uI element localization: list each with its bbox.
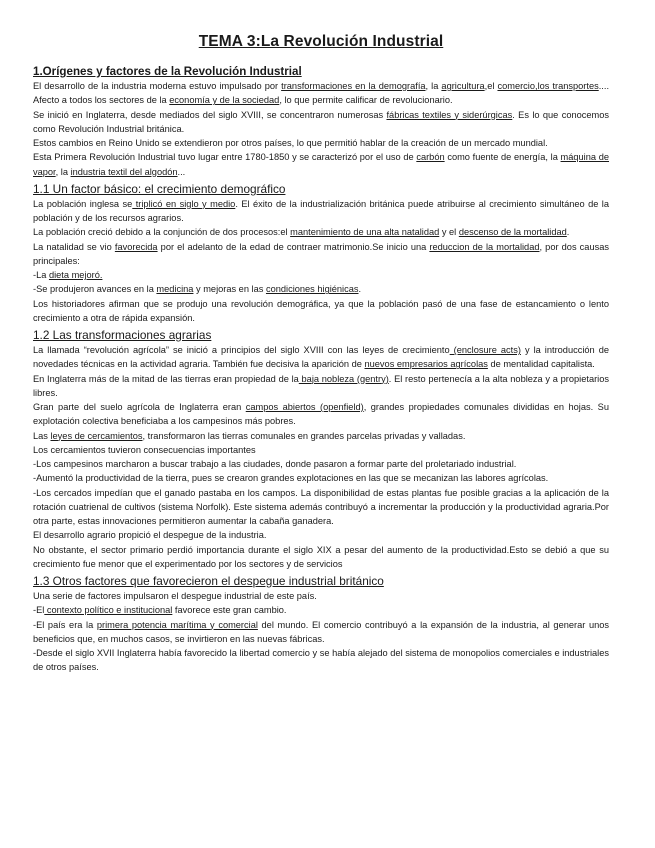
text-run: y mejoras en las [193,284,266,295]
paragraph [33,108,609,137]
paragraph [33,240,609,269]
underlined-text: comercio,los transportes [497,81,599,91]
underlined-text: primera potencia marítima y comercial [96,619,258,630]
underlined-text: medicina [156,284,194,295]
text-run: La población inglesa se [33,198,133,209]
text-run: y el [439,227,459,238]
underlined-text: reduccion de la mortalidad [429,241,540,252]
text-run: -El [33,605,45,616]
paragraph [33,297,609,326]
underlined-text: dieta mejoró. [48,270,103,280]
text-run: En Inglaterra más de la mitad de las tierras eran propiedad de la [33,373,299,384]
paragraph [33,429,609,443]
text-run: , grandes propiedades comunales divididas en hojas. Su explotación colectiva beneficiaba a los campesinos más pobres. [33,402,609,427]
text-run: La llamada “revolución agrícola” se inició a principios del siglo XVIII con las leyes de crecimiento [33,345,450,355]
text-run: de mentalidad capitalista. [487,359,595,370]
paragraph [33,372,609,401]
underlined-text: máquina de vapor [33,152,610,177]
underlined-text: nuevos empresarios agrícolas [364,359,488,370]
text-run: -Se produjeron avances en la [33,284,157,295]
paragraph [33,457,609,471]
section-heading: 1.3 Otros factores que favorecieron el despegue industrial británico [33,574,384,588]
paragraph [33,589,609,603]
paragraph [33,197,609,226]
underlined-text: economía y de la sociedad [169,95,280,106]
underlined-text: condiciones higiénicas [265,284,359,295]
underlined-text: carbón [416,152,445,163]
text-run: El desarrollo de la industria moderna estuvo impulsado por [33,81,282,91]
underlined-text: mantenimiento de una alta natalidad [290,227,440,238]
paragraph [33,343,609,372]
text-run: -Desde el siglo XVII Inglaterra había favorecido la libertad comercio y se había alejado del sistema de monopolios comerciales e industriales de otros países. [33,648,609,673]
text-run: .... Afecto a todos los sectores de la [33,81,610,106]
text-run: , transformaron las tierras comunales en grandes parcelas privadas y valladas. [142,430,466,441]
underlined-text: leyes de cercamientos [50,430,143,441]
paragraph [33,282,609,296]
underlined-text: transformaciones en la demografía [281,81,426,91]
paragraph [33,150,609,179]
text-run: del mundo. El comercio contribuyó a la expansión de la industria, al generar unos beneficios que, en muchos casos, se invirtieron en las nuevas fábricas. [33,619,610,644]
underlined-text: (enclosure acts) [449,345,521,355]
section-heading: 1.1 Un factor básico: el crecimiento demográfico [33,181,286,196]
underlined-text: fábricas textiles y siderúrgicas [386,109,513,120]
text-run: Los cercamientos tuvieron consecuencias importantes [33,444,256,455]
paragraph [33,603,609,617]
document-page [33,33,609,675]
paragraph [33,471,609,485]
text-run: -La [33,270,49,280]
paragraph [33,528,609,542]
text-run: Se inició en Inglaterra, desde mediados del siglo XVIII, se concentraron numerosas [33,109,387,120]
text-run: , la [55,166,71,177]
text-run: La población creció debido a la conjunción de dos procesos:el [33,227,291,238]
text-run: . El éxito de la industrialización británica puede atribuirse al crecimiento simultáneo de la población y de los recursos agrarios. [33,198,610,223]
paragraph [33,400,609,429]
text-run: El desarrollo agrario propició el despegue de la industria. [33,530,267,541]
paragraph [33,225,609,239]
text-run: , por dos causas principales: [33,241,609,266]
document-body [33,65,609,675]
text-run: Gran parte del suelo agrícola de Inglaterra eran [33,402,246,412]
underlined-text: descenso de la mortalidad [458,227,567,238]
text-run: -El país era la [33,619,97,630]
underlined-text: campos abiertos (openfield) [245,402,364,412]
text-run: Estos cambios en Reino Unido se extendieron por otros países, lo que permitió hablar de la creación de un mercado mundial. [33,138,548,148]
text-run: La natalidad se vio [33,241,115,252]
text-run: . [358,284,362,295]
section-heading: 1.Orígenes y factores de la Revolución Industrial [33,65,302,78]
text-run: ... [177,166,186,177]
text-run: por el adelanto de la edad de contraer matrimonio.Se inicio una [157,241,430,252]
underlined-text: baja nobleza (gentry) [298,373,389,384]
paragraph [33,543,609,572]
text-run: -Los campesinos marcharon a buscar trabajo a las ciudades, donde pasaron a formar parte del proletariado industrial. [33,459,517,469]
text-run: favorece este gran cambio. [172,605,287,616]
underlined-text: contexto político e institucional [44,605,173,616]
text-run: . [566,227,570,238]
underlined-text: agricultura [441,81,485,91]
text-run: Las [33,430,51,441]
paragraph [33,618,609,647]
text-run: -Aumentó la productividad de la tierra, pues se crearon grandes explotaciones en las que se mecanizan las labores agrícolas. [33,473,549,484]
text-run: -Los cercados impedían que el ganado pastaba en los campos. La disponibilidad de estas plantas fue posible gracias a la aplicación de la rotación cuatrienal de cultivos (sistema Norfolk). Este sistema además contribuyó a incrementar la producción y la productividad agraria.Por otra parte, estas innovaciones permitieron aumentar la cabaña ganadera. [33,487,609,526]
underlined-text: triplicó en siglo y medio [132,198,236,209]
paragraph [33,136,609,150]
section-heading: 1.2 Las transformaciones agrarias [33,328,212,342]
text-run: Una serie de factores impulsaron el despegue industrial de este país. [33,591,317,601]
text-run: y la introducción de novedades técnicas en la actividad agraria. También fue decisiva la aparición de [33,345,609,370]
text-run: Los historiadores afirman que se produjo una revolución demográfica, ya que la población pasó de una fase de estancamiento o lento crecimiento a otra de rápida expansión. [33,298,609,323]
underlined-text: favorecida [114,241,158,252]
text-run: Esta Primera Revolución Industrial tuvo lugar entre 1780-1850 y se caracterizó por el uso de [33,152,417,163]
paragraph [33,443,609,457]
text-run: No obstante, el sector primario perdió importancia durante el siglo XIX a pesar del aumento de la productividad.Esto se debió a que su crecimiento fue menor que el experimentado por los sectores y de servicios [33,544,609,569]
text-run: . El resto pertenecía a la alta nobleza y a propietarios libres. [33,373,609,398]
paragraph [33,79,609,108]
text-run: . Es lo que conocemos como Revolución Industrial británica. [33,109,609,134]
text-run: como fuente de energía, la [444,152,561,163]
paragraph [33,486,609,529]
paragraph [33,268,609,282]
document-title: TEMA 3:La Revolución Industrial [198,33,444,50]
underlined-text: industria textil del algodón [70,166,178,177]
text-run: ,el [484,81,498,91]
text-run: , la [425,81,442,91]
paragraph [33,646,609,675]
text-run: , lo que permite calificar de revolucionario. [279,95,453,106]
